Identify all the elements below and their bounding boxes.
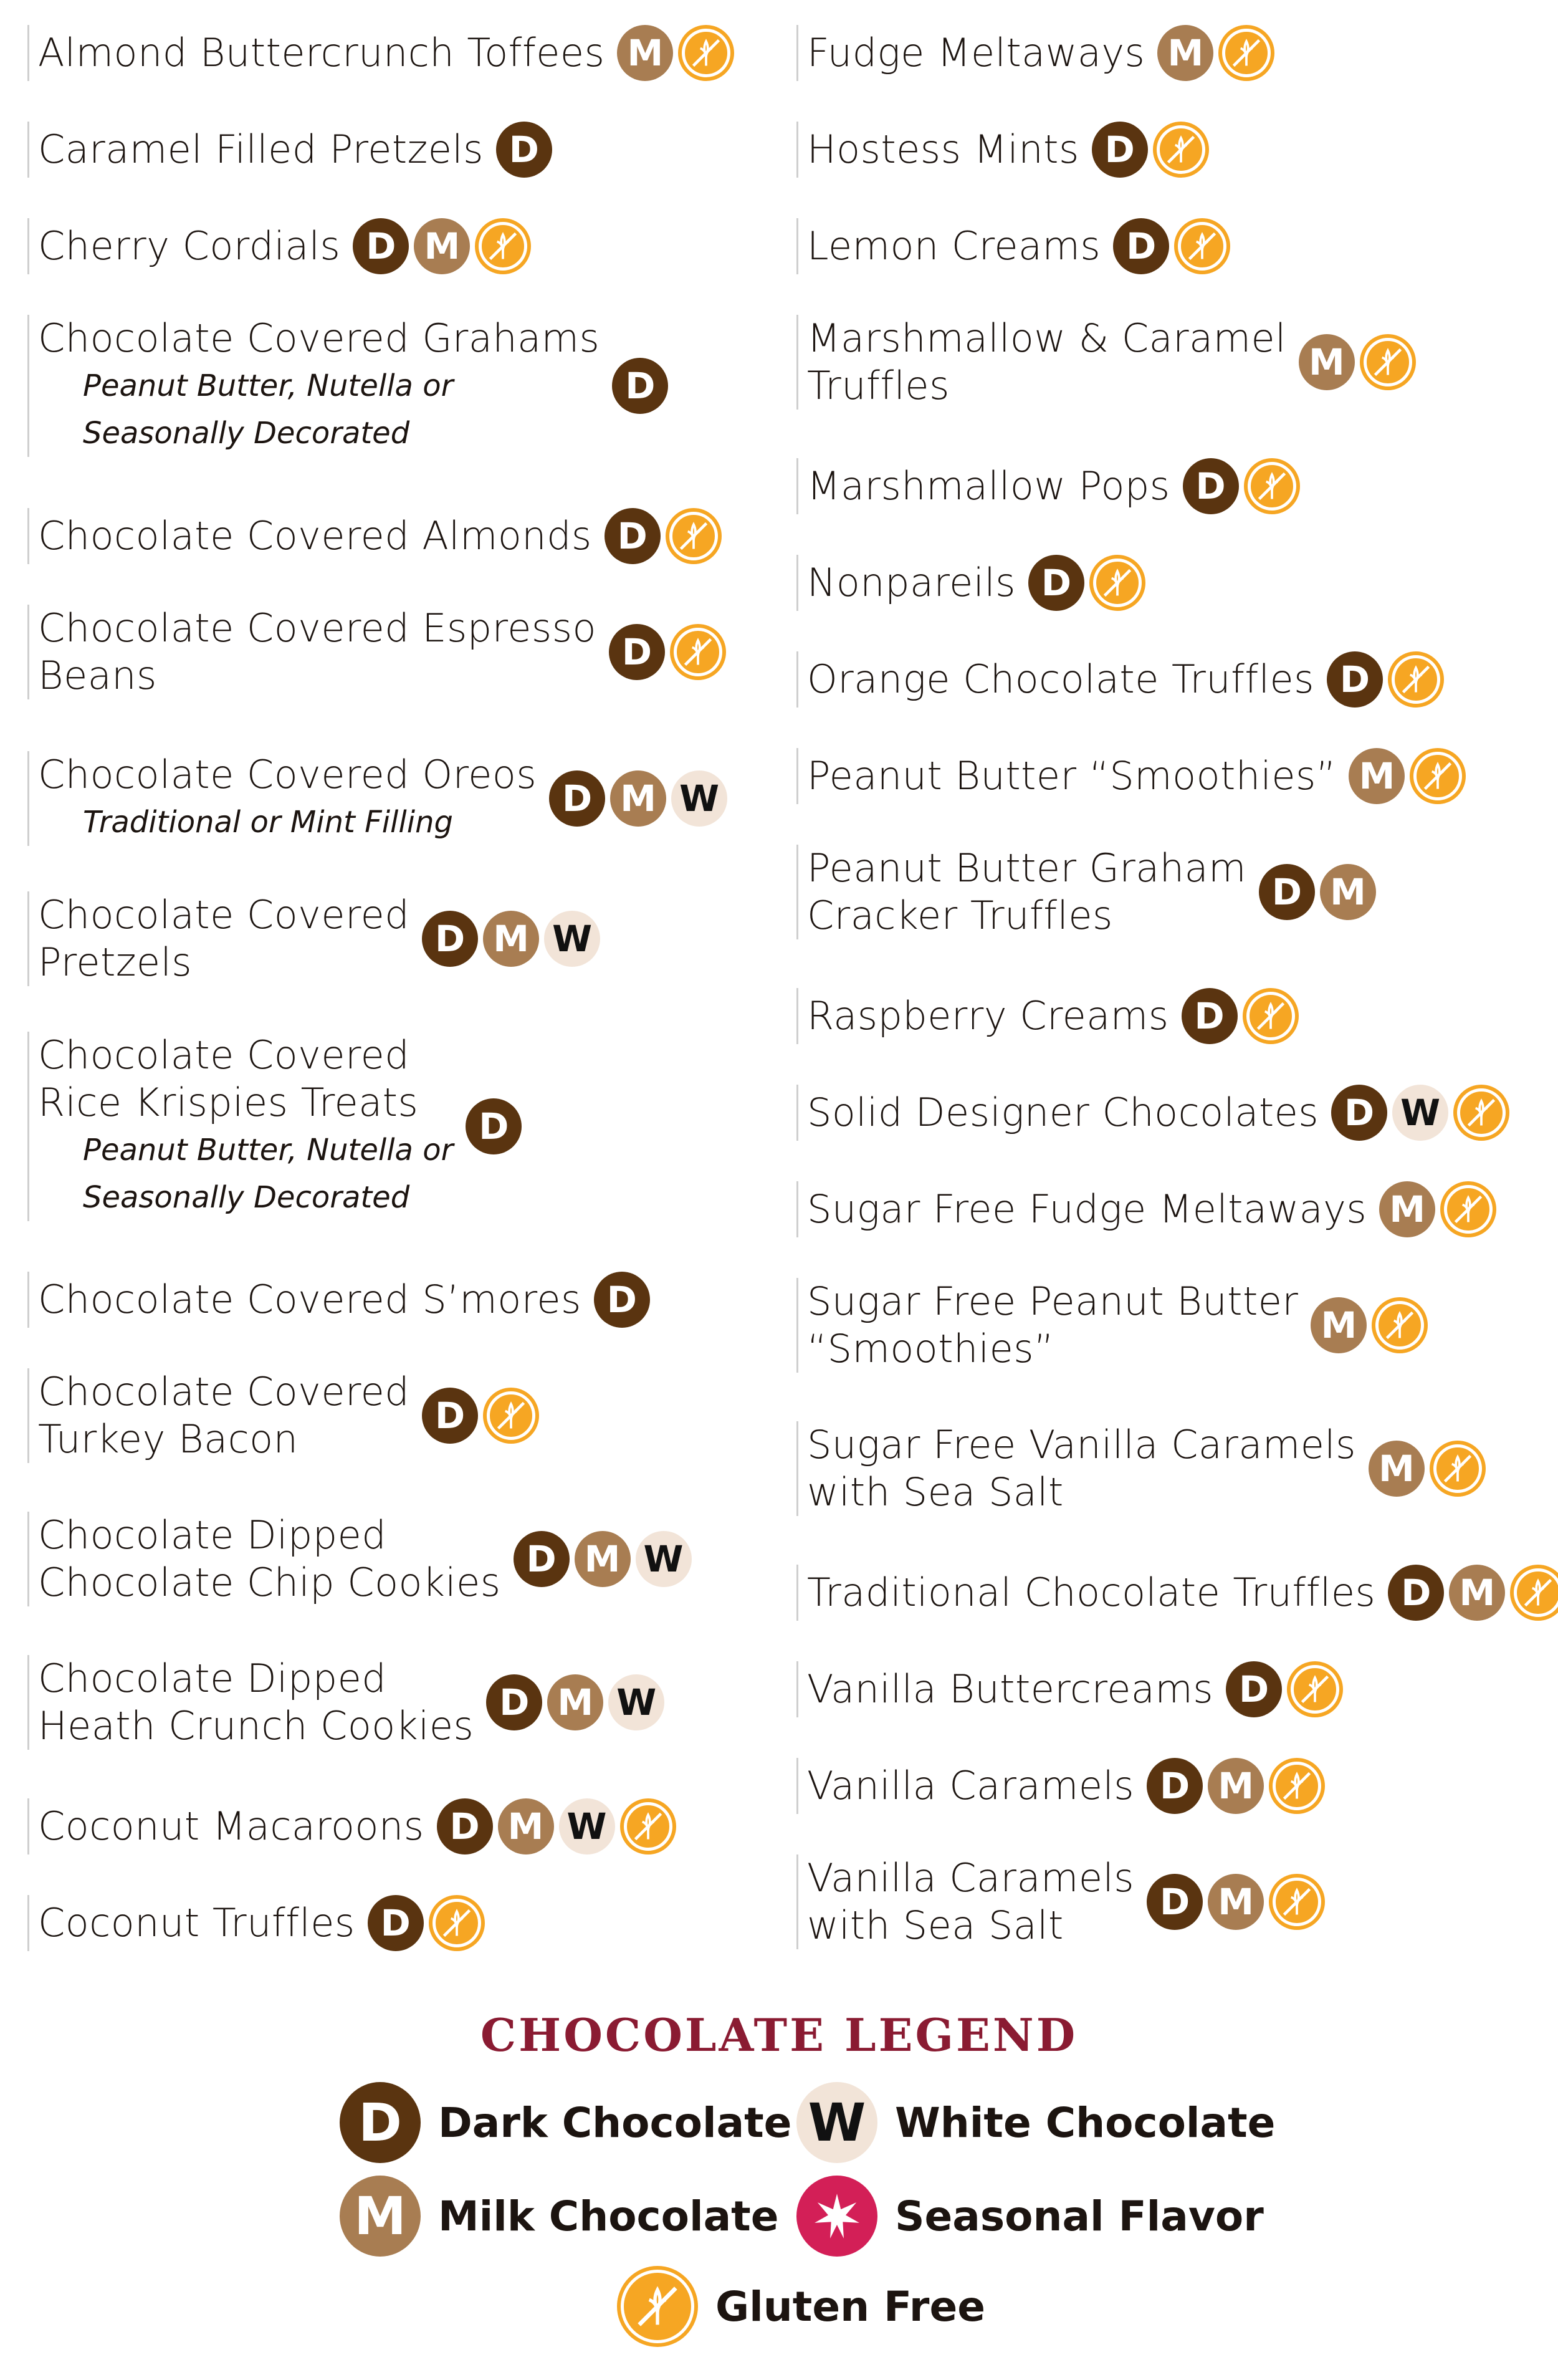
product-names — [807, 1762, 1134, 1810]
badge-group — [549, 770, 727, 827]
badge-group — [1182, 988, 1299, 1044]
badge-group — [1147, 1874, 1325, 1930]
product-name: Rice Krispies Treats — [38, 1080, 419, 1125]
product-item — [27, 891, 600, 986]
milk-chocolate-icon: M — [547, 1674, 603, 1730]
white-chocolate-icon: W — [1392, 1085, 1448, 1141]
milk-chocolate-icon: M — [498, 1798, 554, 1855]
milk-chocolate-icon: M — [1449, 1565, 1505, 1621]
product-names — [807, 223, 1101, 270]
gluten-free-icon — [620, 1798, 676, 1855]
dark-chocolate-icon: D — [422, 1388, 478, 1444]
gluten-free-icon — [429, 1895, 485, 1951]
dark-chocolate-icon: D — [1113, 218, 1169, 274]
gluten-free-icon — [1410, 748, 1466, 804]
product-names — [807, 463, 1170, 510]
gluten-free-icon — [1153, 122, 1209, 178]
product-names — [807, 1569, 1375, 1616]
badge-group — [514, 1531, 692, 1587]
badge-group — [1327, 651, 1444, 708]
product-name: Fudge Meltaways — [807, 30, 1145, 75]
milk-chocolate-icon: M — [414, 218, 470, 274]
badge-group — [612, 358, 668, 414]
badge-group — [1092, 122, 1209, 178]
product-names — [807, 29, 1145, 77]
product-names — [38, 315, 600, 457]
product-note: Traditional or Mint Filling — [83, 805, 453, 840]
product-names — [38, 29, 605, 77]
product-names — [38, 1032, 453, 1221]
product-name: Orange Chocolate Truffles — [807, 656, 1314, 702]
legend-gluten-free — [617, 2266, 985, 2347]
gluten-free-icon — [1360, 334, 1416, 390]
product-name: Chocolate Chip Cookies — [38, 1560, 501, 1605]
product-item — [796, 555, 1145, 611]
product-name: Sugar Free Peanut Butter — [807, 1279, 1299, 1324]
product-name: Coconut Macaroons — [38, 1803, 424, 1849]
product-item — [796, 845, 1376, 939]
legend-white — [796, 2082, 1275, 2163]
product-item — [796, 122, 1209, 178]
product-name: Marshmallow Pops — [807, 463, 1170, 509]
product-name: Sugar Free Vanilla Caramels — [807, 1422, 1356, 1467]
dark-chocolate-icon: D — [1226, 1661, 1282, 1717]
gluten-free-icon — [1269, 1874, 1325, 1930]
badge-group — [1311, 1297, 1428, 1353]
product-item — [796, 988, 1299, 1044]
gluten-free-icon — [1244, 458, 1300, 514]
badge-group — [605, 508, 722, 564]
product-name: Solid Designer Chocolates — [807, 1090, 1319, 1135]
dark-chocolate-icon: D — [612, 358, 668, 414]
product-names — [807, 1186, 1367, 1233]
seasonal-star-icon — [796, 2176, 877, 2257]
milk-chocolate-icon: M — [1349, 748, 1405, 804]
gluten-free-icon — [1218, 25, 1274, 81]
gluten-free-icon — [1243, 988, 1299, 1044]
dark-chocolate-icon: D — [609, 624, 665, 680]
product-names — [807, 1855, 1134, 1949]
gluten-free-icon — [670, 624, 726, 680]
product-name: Chocolate Covered Almonds — [38, 513, 592, 559]
badge-group — [353, 218, 531, 274]
legend-milk-label: Milk Chocolate — [438, 2192, 779, 2240]
dark-chocolate-icon: D — [1327, 651, 1383, 708]
milk-chocolate-icon: M — [1379, 1181, 1435, 1237]
product-item — [796, 651, 1444, 708]
dark-chocolate-icon: D — [1147, 1758, 1203, 1814]
dark-chocolate-icon: D — [1259, 864, 1315, 920]
badge-group — [368, 1895, 485, 1951]
product-names — [807, 752, 1336, 800]
badge-group — [1369, 1441, 1486, 1497]
product-item — [27, 315, 668, 457]
product-item — [27, 508, 722, 564]
product-item — [796, 1758, 1325, 1814]
product-note: Peanut Butter, Nutella or — [83, 368, 454, 403]
badge-group — [1388, 1565, 1558, 1621]
dark-chocolate-icon: D — [466, 1098, 522, 1154]
product-name: Sugar Free Fudge Meltaways — [807, 1186, 1367, 1232]
milk-chocolate-icon: M — [1311, 1297, 1367, 1353]
dark-chocolate-icon: D — [1331, 1085, 1387, 1141]
product-item — [796, 1565, 1558, 1621]
product-name: Pretzels — [38, 939, 193, 985]
legend-seasonal — [796, 2176, 1264, 2257]
product-names — [807, 992, 1169, 1040]
gluten-free-icon — [1510, 1565, 1558, 1621]
legend-seasonal-label: Seasonal Flavor — [895, 2192, 1264, 2240]
product-name: Chocolate Covered Oreos — [38, 752, 537, 797]
badge-group — [422, 1388, 539, 1444]
dark-chocolate-icon: D — [437, 1798, 493, 1855]
white-chocolate-badge-icon: W — [796, 2082, 877, 2163]
badge-group — [466, 1098, 522, 1154]
product-name: with Sea Salt — [807, 1903, 1064, 1948]
product-item — [796, 1181, 1496, 1237]
product-item — [796, 458, 1300, 514]
dark-chocolate-icon: D — [605, 508, 661, 564]
legend-gluten-free-label: Gluten Free — [715, 2282, 985, 2331]
dark-chocolate-icon: D — [1183, 458, 1239, 514]
product-names — [38, 512, 592, 560]
milk-chocolate-icon: M — [617, 25, 673, 81]
milk-chocolate-icon: M — [483, 911, 539, 967]
gluten-free-icon — [1372, 1297, 1428, 1353]
product-names — [38, 223, 340, 270]
product-name: Vanilla Caramels — [807, 1763, 1135, 1808]
product-item — [796, 1661, 1343, 1717]
product-name: Chocolate Covered — [38, 1369, 410, 1414]
product-name: Chocolate Covered S’mores — [38, 1277, 581, 1322]
product-name: with Sea Salt — [807, 1469, 1064, 1515]
legend-dark — [340, 2082, 791, 2163]
badge-group — [1331, 1085, 1509, 1141]
product-names — [38, 1368, 409, 1463]
badge-group — [496, 122, 552, 178]
badge-group — [422, 911, 600, 967]
product-names — [807, 1666, 1213, 1713]
product-name: Cherry Cordials — [38, 223, 341, 269]
white-chocolate-icon: W — [559, 1798, 615, 1855]
product-item — [27, 218, 531, 274]
white-chocolate-icon: W — [608, 1674, 664, 1730]
gluten-free-icon — [1287, 1661, 1343, 1717]
product-name: Cracker Truffles — [807, 893, 1113, 938]
product-name: Vanilla Caramels — [807, 1855, 1135, 1901]
product-item — [27, 605, 726, 699]
product-item — [27, 1272, 650, 1328]
product-names — [38, 1276, 581, 1323]
gluten-free-icon — [1453, 1085, 1509, 1141]
product-name: Raspberry Creams — [807, 993, 1169, 1039]
product-name: Chocolate Dipped — [38, 1656, 387, 1701]
badge-group — [1349, 748, 1466, 804]
product-names — [38, 891, 409, 986]
gluten-free-icon — [1388, 651, 1444, 708]
product-note: Peanut Butter, Nutella or — [83, 1133, 454, 1168]
gluten-free-icon — [1174, 218, 1230, 274]
milk-chocolate-icon: M — [1157, 25, 1213, 81]
product-name: “Smoothies” — [807, 1326, 1054, 1371]
product-item — [27, 25, 734, 81]
product-names — [807, 1421, 1356, 1516]
dark-chocolate-icon: D — [1388, 1565, 1444, 1621]
product-names — [807, 559, 1016, 607]
dark-chocolate-icon: D — [1092, 122, 1148, 178]
milk-chocolate-badge-icon: M — [340, 2176, 421, 2257]
product-name: Chocolate Covered — [38, 892, 410, 938]
product-name: Chocolate Dipped — [38, 1512, 387, 1558]
product-names — [38, 1899, 355, 1947]
gluten-free-icon — [1430, 1441, 1486, 1497]
dark-chocolate-icon: D — [422, 911, 478, 967]
milk-chocolate-icon: M — [1208, 1758, 1264, 1814]
product-name: Beans — [38, 653, 157, 698]
badge-group — [1259, 864, 1376, 920]
product-names — [38, 1512, 501, 1606]
product-item — [796, 1085, 1509, 1141]
badge-group — [1147, 1758, 1325, 1814]
product-item — [796, 748, 1466, 804]
white-chocolate-icon: W — [671, 770, 727, 827]
product-item — [27, 122, 552, 178]
product-names — [38, 751, 537, 846]
dark-chocolate-icon: D — [514, 1531, 570, 1587]
product-name: Truffles — [807, 363, 950, 408]
product-name: Chocolate Covered Grahams — [38, 315, 600, 361]
milk-chocolate-icon: M — [575, 1531, 631, 1587]
badge-group — [1157, 25, 1274, 81]
product-names — [807, 126, 1079, 173]
gluten-free-icon — [1269, 1758, 1325, 1814]
badge-group — [1113, 218, 1230, 274]
legend-white-label: White Chocolate — [895, 2098, 1276, 2147]
dark-chocolate-icon: D — [1147, 1874, 1203, 1930]
dark-chocolate-icon: D — [1028, 555, 1084, 611]
product-note: Seasonally Decorated — [83, 1180, 410, 1215]
gluten-free-icon — [1089, 555, 1145, 611]
dark-chocolate-icon: D — [594, 1272, 650, 1328]
badge-group — [1379, 1181, 1496, 1237]
product-names — [807, 845, 1246, 939]
legend-milk — [340, 2176, 779, 2257]
dark-chocolate-icon: D — [368, 1895, 424, 1951]
milk-chocolate-icon: M — [1320, 864, 1376, 920]
product-names — [38, 605, 596, 699]
product-item — [27, 1032, 522, 1221]
badge-group — [594, 1272, 650, 1328]
dark-chocolate-icon: D — [496, 122, 552, 178]
gluten-free-badge-icon — [617, 2266, 698, 2347]
white-chocolate-icon: W — [544, 911, 600, 967]
product-name: Almond Buttercrunch Toffees — [38, 30, 605, 75]
dark-chocolate-icon: D — [1182, 988, 1238, 1044]
product-item — [27, 1512, 692, 1606]
product-name: Nonpareils — [807, 560, 1016, 605]
product-note: Seasonally Decorated — [83, 416, 410, 451]
badge-group — [609, 624, 726, 680]
product-item — [796, 25, 1274, 81]
milk-chocolate-icon: M — [610, 770, 666, 827]
badge-group — [437, 1798, 676, 1855]
product-names — [38, 1655, 474, 1750]
product-item — [27, 1895, 485, 1951]
product-item — [27, 751, 727, 846]
product-name: Lemon Creams — [807, 223, 1101, 269]
badge-group — [1028, 555, 1145, 611]
product-item — [796, 1421, 1486, 1516]
white-chocolate-icon: W — [636, 1531, 692, 1587]
gluten-free-icon — [483, 1388, 539, 1444]
gluten-free-icon — [666, 508, 722, 564]
product-names — [807, 656, 1314, 703]
product-item — [27, 1368, 539, 1463]
product-name: Caramel Filled Pretzels — [38, 127, 484, 172]
product-name: Heath Crunch Cookies — [38, 1703, 474, 1749]
product-item — [796, 1855, 1325, 1949]
product-name: Peanut Butter Graham — [807, 845, 1246, 891]
badge-group — [1183, 458, 1300, 514]
dark-chocolate-icon: D — [486, 1674, 542, 1730]
badge-group — [617, 25, 734, 81]
legend-title: CHOCOLATE LEGEND — [480, 2008, 1078, 2061]
milk-chocolate-icon: M — [1208, 1874, 1264, 1930]
milk-chocolate-icon: M — [1369, 1441, 1425, 1497]
product-names — [807, 1278, 1298, 1373]
dark-chocolate-badge-icon: D — [340, 2082, 421, 2163]
product-names — [38, 126, 484, 173]
dark-chocolate-icon: D — [549, 770, 605, 827]
product-name: Hostess Mints — [807, 127, 1079, 172]
product-name: Traditional Chocolate Truffles — [807, 1570, 1376, 1615]
gluten-free-icon — [678, 25, 734, 81]
product-name: Vanilla Buttercreams — [807, 1666, 1214, 1712]
product-names — [807, 315, 1286, 410]
legend-dark-label: Dark Chocolate — [438, 2098, 792, 2147]
product-name: Peanut Butter “Smoothies” — [807, 753, 1337, 799]
badge-group — [1299, 334, 1416, 390]
product-names — [38, 1803, 424, 1850]
gluten-free-icon — [475, 218, 531, 274]
milk-chocolate-icon: M — [1299, 334, 1355, 390]
product-name: Marshmallow & Caramel — [807, 315, 1286, 361]
dark-chocolate-icon: D — [353, 218, 409, 274]
badge-group — [1226, 1661, 1343, 1717]
badge-group — [486, 1674, 664, 1730]
product-item — [796, 1278, 1428, 1373]
product-item — [796, 218, 1230, 274]
product-name: Chocolate Covered — [38, 1032, 410, 1078]
product-names — [807, 1089, 1319, 1136]
product-name: Coconut Truffles — [38, 1900, 355, 1946]
product-item — [27, 1655, 664, 1750]
product-item — [27, 1798, 676, 1855]
gluten-free-icon — [1440, 1181, 1496, 1237]
product-name: Chocolate Covered Espresso — [38, 605, 596, 651]
product-name: Turkey Bacon — [38, 1416, 299, 1462]
product-item — [796, 315, 1416, 410]
